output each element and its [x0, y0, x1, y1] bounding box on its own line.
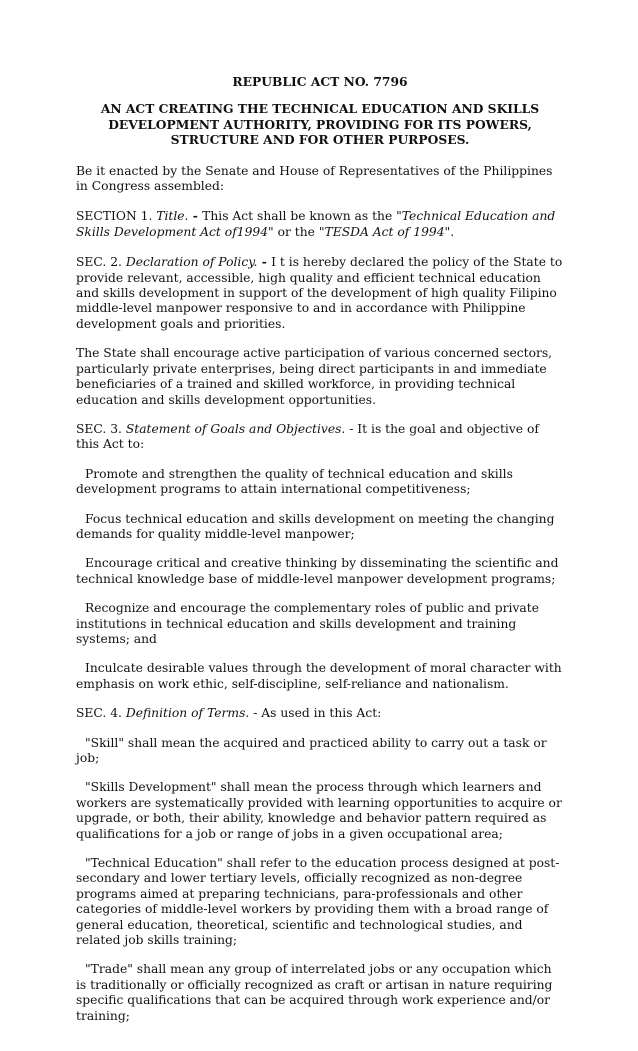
definition-item: "Skills Development" shall mean the process through which learners and workers are systematically provided with learning opportunities to acquire or upgrade, or both, their ability, knowledge and behavior pattern required as qualifications for a job or range of jobs in a given occupational area;: [76, 780, 562, 841]
section-1-heading: Title.: [156, 209, 189, 224]
section-4: [76, 706, 564, 721]
section-2-label: SEC. 2.: [76, 255, 126, 270]
section-1-text-b: or the: [273, 224, 319, 239]
definition-item: "Skill" shall mean the acquired and practiced ability to carry out a task or job;: [76, 735, 547, 765]
section-1-name1: "Technical Education and Skills Development Act of1994": [76, 209, 556, 239]
definition-item: "Trade" shall mean any group of interrelated jobs or any occupation which is traditionally or officially recognized as craft or artisan in nature requiring specific qualifications that can be acquired through work experience and/or training;: [76, 962, 553, 1023]
section-3: [76, 422, 564, 453]
section-4-rest: . - As used in this Act:: [245, 706, 382, 721]
section-2-text: I t is hereby declared the policy of the State to provide relevant, accessible, high quality and efficient technical education and skills development in support of the development of high quality Filipino middle-level manpower responsive to and in accordance with Philippine development goals and priorities.: [76, 255, 563, 331]
section-4-heading: Definition of Terms: [125, 706, 246, 721]
section-4-label: SEC. 4.: [76, 706, 126, 721]
section-3-rest: . - It is the goal and objective of this Act to:: [76, 421, 539, 452]
section-3-item: Encourage critical and creative thinking by disseminating the scientific and technical knowledge base of middle-level manpower development programs;: [76, 556, 559, 586]
section-3-label: SEC. 3.: [76, 421, 126, 436]
section-1-dash: -: [188, 208, 203, 224]
section-2-dash: -: [257, 254, 272, 270]
section-2-paragraph-2: The State shall encourage active participation of various concerned sectors, particularly private enterprises, being direct participants in and immediate beneficiaries of a trained and skilled workforce, in providing technical education and skills development opportunities.: [76, 346, 553, 407]
section-2-heading: Declaration of Policy.: [125, 255, 258, 270]
section-3-item: Recognize and encourage the complementary roles of public and private institutions in technical education and skills development and training systems; and: [76, 601, 539, 646]
section-1-text-a: This Act shall be known as the: [202, 209, 397, 224]
section-1-name2: "TESDA Act of 1994": [318, 224, 451, 239]
document-title: REPUBLIC ACT NO. 7796: [232, 74, 408, 89]
section-1: [76, 208, 564, 240]
section-3-heading: Statement of Goals and Objectives: [125, 421, 342, 436]
enacting-clause: Be it enacted by the Senate and House of Representatives of the Philippines in Congress assembled:: [76, 163, 553, 194]
section-3-item: Focus technical education and skills development on meeting the changing demands for quality middle-level manpower;: [76, 511, 555, 541]
section-2: [76, 254, 564, 332]
section-1-text-c: .: [450, 224, 455, 239]
section-3-item: Inculcate desirable values through the development of moral character with emphasis on work ethic, self-discipline, self-reliance and nationalism.: [76, 661, 562, 691]
section-1-label: SECTION 1.: [76, 209, 157, 224]
definition-item: "Technical Education" shall refer to the education process designed at post-secondary and lower tertiary levels, officially recognized as non-degree programs aimed at preparing technicians, para-professionals and other categories of middle-level workers by providing them with a broad range of general education, theoretical, scientific and technological studies, and related job skills training;: [76, 856, 560, 948]
document-subtitle: AN ACT CREATING THE TECHNICAL EDUCATION AND SKILLS DEVELOPMENT AUTHORITY, PROVIDING FOR ITS POWERS, STRUCTURE AND FOR OTHER PURPOSES.: [100, 101, 540, 148]
section-3-item: Promote and strengthen the quality of technical education and skills development programs to attain international competitiveness;: [76, 466, 513, 497]
